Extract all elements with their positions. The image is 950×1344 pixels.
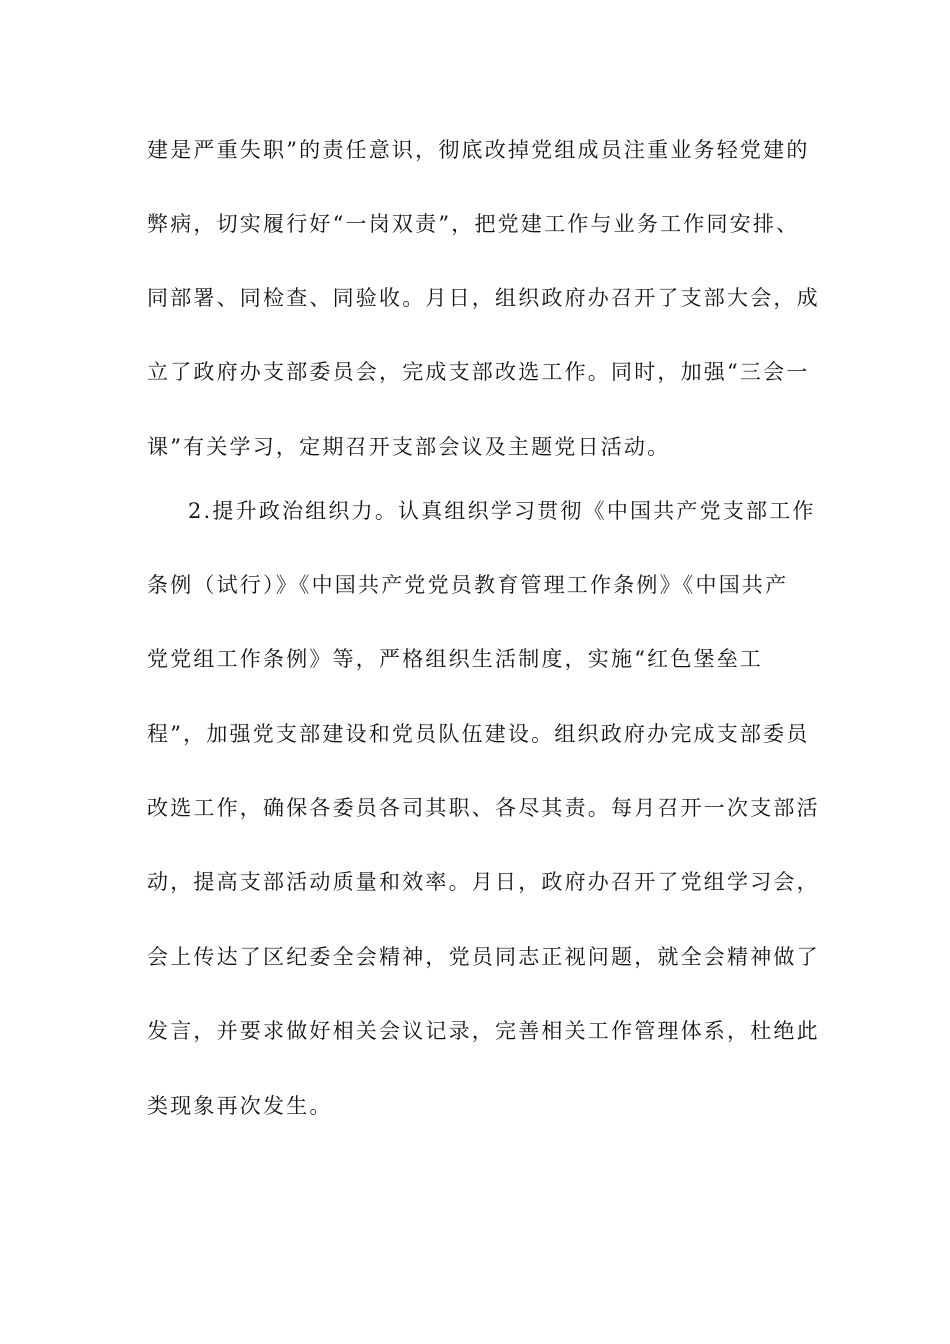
text-line: 建是严重失职”的责任意识，彻底改掉党组成员注重业务轻党建的: [147, 138, 810, 162]
text-line: 条例（试行）》《中国共产党党员教育管理工作条例》《中国共产: [147, 573, 789, 597]
text-line: 改选工作，确保各委员各司其职、各尽其责。每月召开一次支部活: [147, 796, 820, 820]
text-line: 动，提高支部活动质量和效率。月日，政府办召开了党组学习会，: [147, 870, 820, 894]
text-line: 课”有关学习，定期召开支部会议及主题党日活动。: [147, 435, 671, 459]
text-line: 弊病，切实履行好“一岗双责”，把党建工作与业务工作同安排、: [147, 212, 800, 236]
text-line: 程”，加强党支部建设和党员队伍建设。组织政府办完成支部委员: [147, 722, 810, 746]
text-line: 会上传达了区纪委全会精神，党员同志正视问题，就全会精神做了: [147, 945, 820, 969]
text-line: 类现象再次发生。: [147, 1094, 333, 1118]
text-line: 同部署、同检查、同验收。月日，组织政府办召开了支部大会，成: [147, 286, 820, 310]
text-line: 发言，并要求做好相关会议记录，完善相关工作管理体系，杜绝此: [147, 1019, 820, 1043]
paragraph-heading-line: 2.提升政治组织力。认真组织学习贯彻《中国共产党支部工作: [188, 499, 816, 523]
text-line: 党党组工作条例》等，严格组织生活制度，实施“红色堡垒工: [147, 647, 764, 671]
text-line: 立了政府办支部委员会，完成支部改选工作。同时，加强“三会一: [147, 360, 810, 384]
